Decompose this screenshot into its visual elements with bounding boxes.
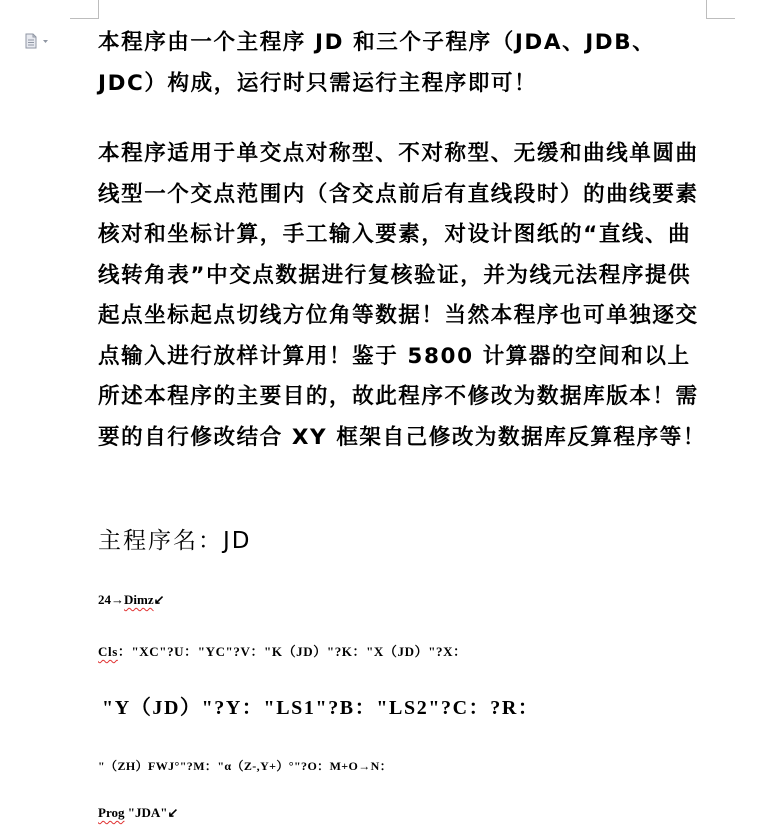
code-line-2[interactable] [98,641,467,660]
code-line-3[interactable]: "Y（JD）"?Y："LS1"?B："LS2"?C：?R： [102,697,540,719]
line-break-arrow-icon: ↙ [153,592,165,607]
code-line-5[interactable] [98,805,178,821]
line-break-arrow-icon: ↙ [167,805,179,820]
code-line-4[interactable]: "（ZH）FWJ°"?M："α（Z-,Y+）°"?O：M+O→N： [98,759,393,773]
page-margin-mark-left [70,0,99,19]
misspelled-word: Dimz [124,592,154,607]
page-margin-mark-right [706,0,735,19]
code-number: 24 [98,592,111,607]
document-paragraph-icon [24,33,52,49]
misspelled-word: Prog [98,805,125,820]
code-text: "JDA" [124,805,168,820]
code-text: ："XC"?U："YC"?V："K（JD）"?K："X（JD）"?X： [117,644,467,659]
intro-paragraph[interactable]: 本程序由一个主程序 JD 和三个子程序（JDA、JDB、JDC）构成，运行时只需运行主程序即可！ [98,30,656,96]
misspelled-word: Cls [98,644,118,659]
section-heading[interactable]: 主程序名：JD [98,528,252,554]
description-paragraph[interactable]: 本程序适用于单交点对称型、不对称型、无缓和曲线单圆曲线型一个交点范围内（含交点前后有直线段时）的曲线要素核对和坐标计算，手工输入要素，对设计图纸的“直线、曲线转角表”中交点数据进行复核验证，并为线元法程序提供起点坐标起点切线方位角等数据！当然本程序也可单独逐交点输入进行放样计算用！鉴于 5800 计算器的空间和以上所述本程序的主要目的，故此程序不修改为数据库版本！需要的自行修改结合 XY 框架自己修改为数据库反算程序等！ [98,141,706,450]
paragraph-handle[interactable] [24,33,52,49]
code-line-1[interactable] [98,592,165,608]
store-arrow-icon: → [111,592,124,607]
